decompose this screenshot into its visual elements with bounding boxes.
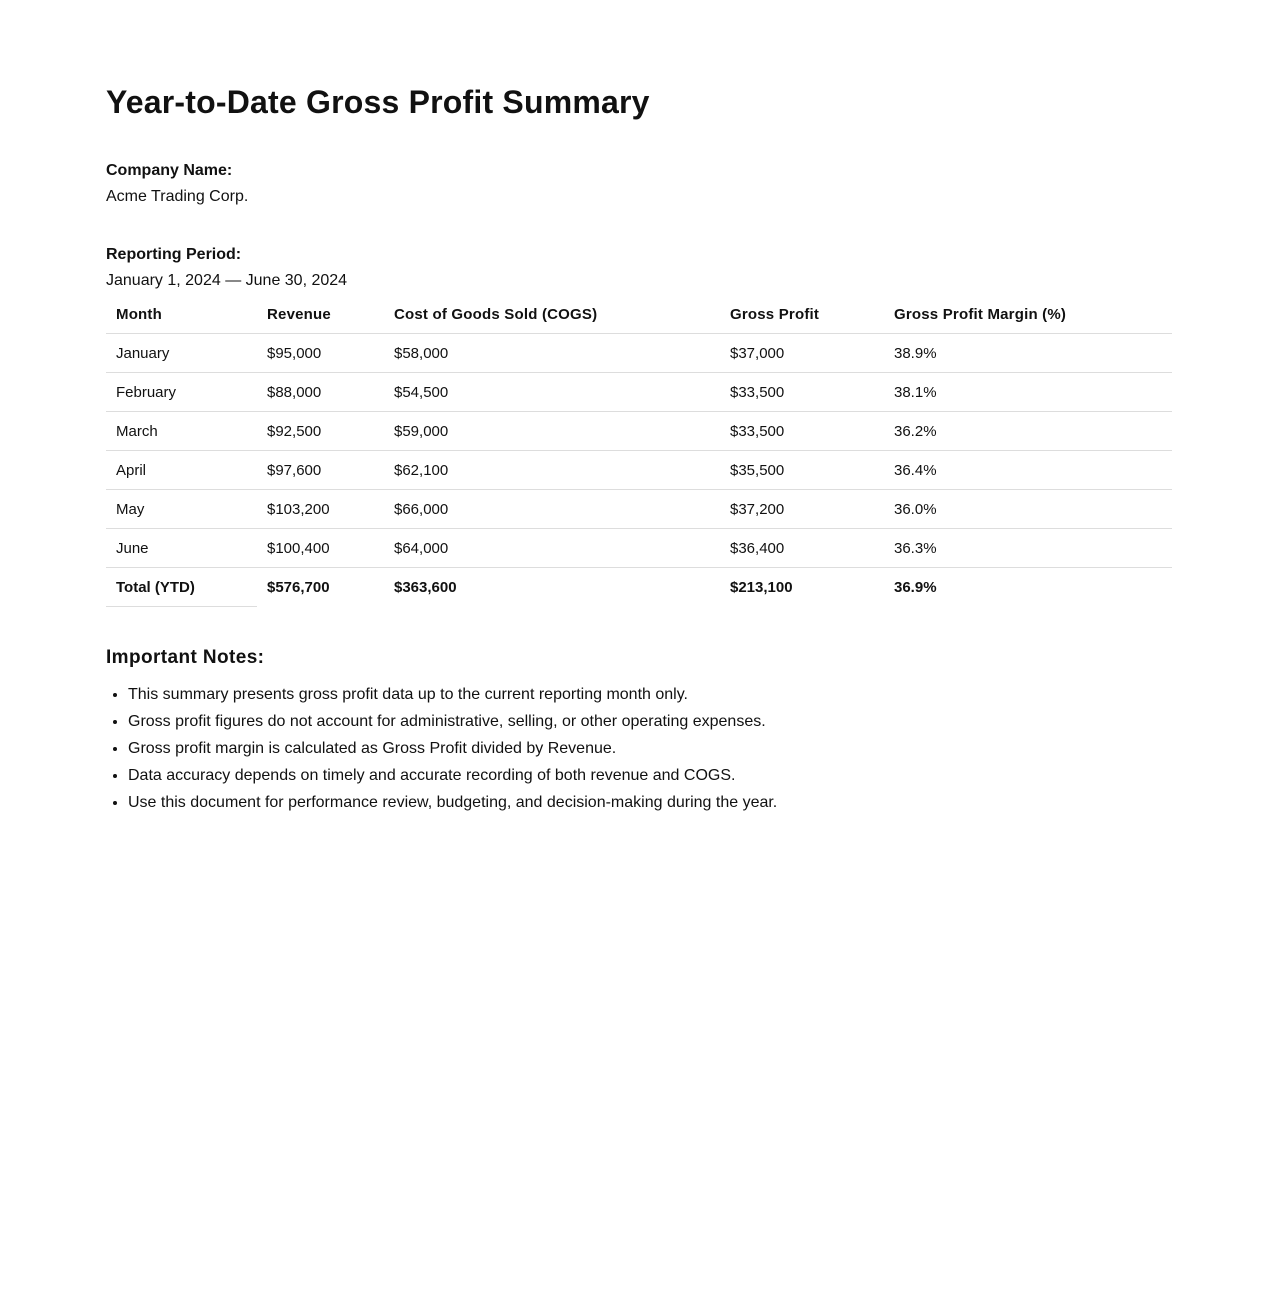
list-item: • This summary presents gross profit data up to the current reporting month only.: [128, 681, 1172, 708]
total-revenue: $576,700: [267, 578, 330, 596]
cell-margin: 38.9%: [884, 334, 1172, 373]
total-cogs: $363,600: [394, 578, 457, 596]
header-cogs: Cost of Goods Sold (COGS): [384, 295, 720, 334]
reporting-period-value: January 1, 2024 — June 30, 2024: [106, 272, 348, 289]
cell-revenue: $97,600: [257, 451, 384, 490]
page-title: Year-to-Date Gross Profit Summary: [106, 84, 650, 120]
cell-revenue: $103,200: [257, 490, 384, 529]
cell-month: March: [106, 412, 257, 451]
cell-revenue: $92,500: [257, 412, 384, 451]
cell-margin: 36.4%: [884, 451, 1172, 490]
header-gross-profit-margin: Gross Profit Margin (%): [884, 295, 1172, 334]
cell-revenue: $88,000: [257, 373, 384, 412]
cell-cogs: $59,000: [384, 412, 720, 451]
notes-list: [106, 681, 1172, 816]
cell-margin: 38.1%: [884, 373, 1172, 412]
header-revenue: Revenue: [257, 295, 384, 334]
cell-revenue: $95,000: [257, 334, 384, 373]
cell-cogs: $54,500: [384, 373, 720, 412]
table-row: [106, 373, 1172, 412]
company-section: [106, 160, 1172, 208]
cell-cogs: $66,000: [384, 490, 720, 529]
header-month: Month: [106, 295, 257, 334]
cell-margin: 36.0%: [884, 490, 1172, 529]
cell-cogs: $64,000: [384, 529, 720, 568]
cell-margin: 36.3%: [884, 529, 1172, 568]
cell-gross-profit: $33,500: [720, 412, 884, 451]
table-row: [106, 490, 1172, 529]
cell-margin: 36.2%: [884, 412, 1172, 451]
list-item: • Gross profit figures do not account for administrative, selling, or other operating expenses.: [128, 708, 1172, 735]
table-row: [106, 412, 1172, 451]
cell-month: June: [106, 529, 257, 568]
total-label: Total (YTD): [106, 568, 257, 607]
table-header-row: [106, 295, 1172, 334]
gross-profit-table: [106, 295, 1172, 607]
cell-cogs: $58,000: [384, 334, 720, 373]
company-name-value: Acme Trading Corp.: [106, 188, 249, 205]
cell-month: April: [106, 451, 257, 490]
total-margin: 36.9%: [894, 578, 937, 596]
cell-gross-profit: $35,500: [720, 451, 884, 490]
cell-gross-profit: $33,500: [720, 373, 884, 412]
cell-gross-profit: $37,200: [720, 490, 884, 529]
notes-heading: Important Notes:: [106, 647, 265, 668]
list-item: • Use this document for performance review, budgeting, and decision-making during the year.: [128, 789, 1172, 816]
table-total-row: [106, 568, 1172, 607]
reporting-period-label: Reporting Period:: [106, 246, 242, 263]
cell-gross-profit: $37,000: [720, 334, 884, 373]
table-row: [106, 529, 1172, 568]
list-item: • Gross profit margin is calculated as Gross Profit divided by Revenue.: [128, 735, 1172, 762]
cell-month: January: [106, 334, 257, 373]
table-row: [106, 334, 1172, 373]
cell-month: May: [106, 490, 257, 529]
cell-month: February: [106, 373, 257, 412]
table-row: [106, 451, 1172, 490]
header-gross-profit: Gross Profit: [720, 295, 884, 334]
cell-gross-profit: $36,400: [720, 529, 884, 568]
list-item: • Data accuracy depends on timely and accurate recording of both revenue and COGS.: [128, 762, 1172, 789]
company-name-label: Company Name:: [106, 162, 233, 179]
cell-revenue: $100,400: [257, 529, 384, 568]
reporting-period-section: [106, 244, 1172, 292]
total-gross-profit: $213,100: [730, 578, 793, 596]
cell-cogs: $62,100: [384, 451, 720, 490]
